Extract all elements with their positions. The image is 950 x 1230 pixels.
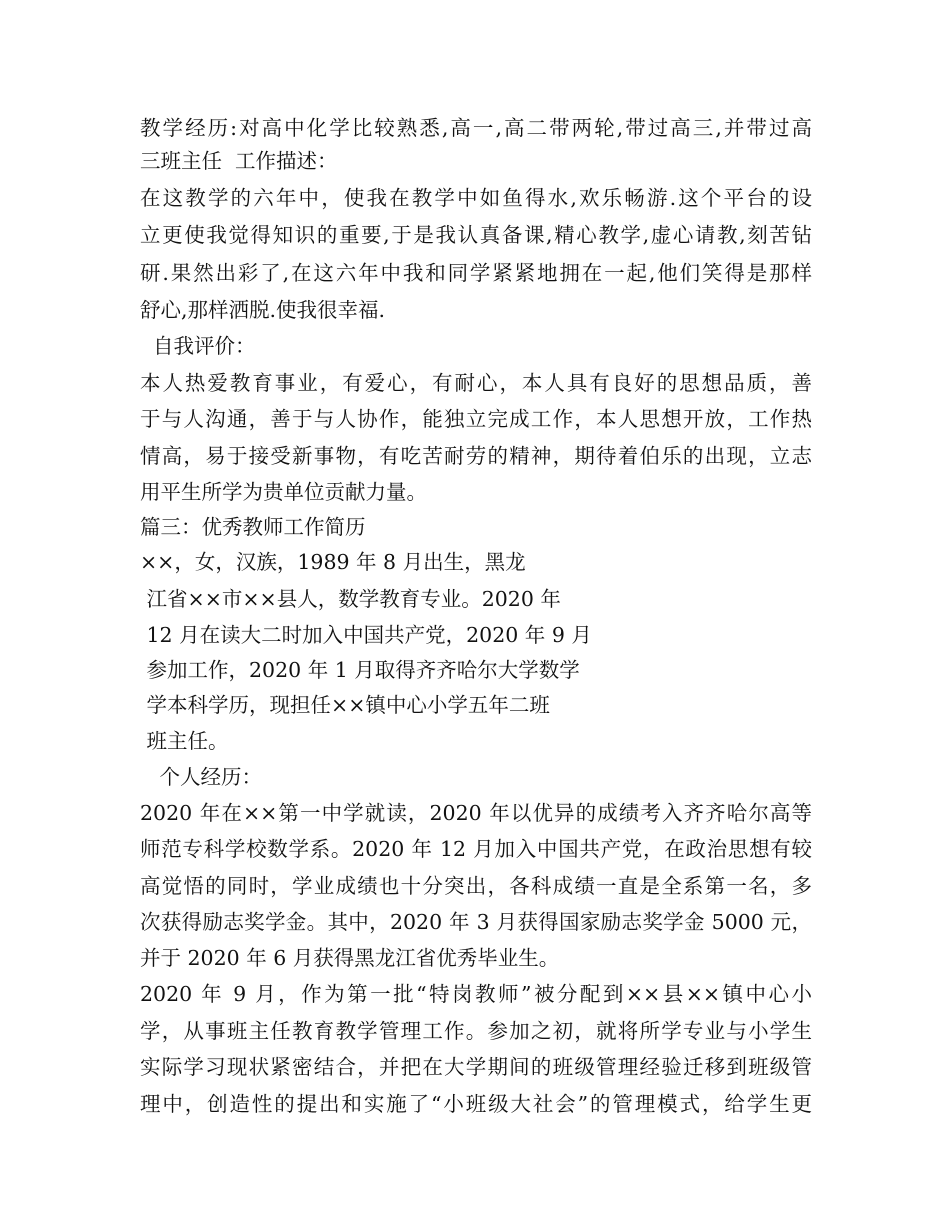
- text-line: 高觉悟的同时，学业成绩也十分突出，各科成绩一直是全系第一名，多: [140, 874, 812, 898]
- text-line: 并于 2020 年 6 月获得黑龙江省优秀毕业生。: [140, 946, 560, 970]
- text-line: 在这教学的六年中，使我在教学中如鱼得水,欢乐畅游.这个平台的设: [140, 186, 812, 210]
- text-line: 舒心,那样洒脱.使我很幸福.: [140, 298, 386, 322]
- section-heading: 篇三：优秀教师工作简历: [140, 515, 366, 539]
- text-line: 学，从事班主任教育教学管理工作。参加之初，就将所学专业与小学生: [140, 1019, 812, 1043]
- section-heading: 个人经历：: [140, 765, 263, 789]
- section-heading: 自我评价：: [140, 334, 256, 358]
- text-line: 研.果然出彩了,在这六年中我和同学紧紧地拥在一起,他们笑得是那样: [140, 261, 812, 285]
- text-line: 2020 年在××第一中学就读，2020 年以优异的成绩考入齐齐哈尔高等: [140, 801, 812, 825]
- text-line: 师范专科学校数学系。2020 年 12 月加入中国共产党，在政治思想有较: [140, 837, 812, 861]
- text-line: 班主任。: [140, 729, 229, 753]
- text-line: 情高，易于接受新事物，有吃苦耐劳的精神，期待着伯乐的出现，立志: [140, 444, 812, 468]
- text-line: 12 月在读大二时加入中国共产党，2020 年 9 月: [140, 623, 592, 647]
- text-line: 参加工作，2020 年 1 月取得齐齐哈尔大学数学: [140, 658, 580, 682]
- text-line: 2020 年 9 月，作为第一批“特岗教师”被分配到××县××镇中心小: [140, 982, 812, 1006]
- text-line: 立更使我觉得知识的重要,于是我认真备课,精心教学,虚心请教,刻苦钻: [140, 223, 812, 247]
- text-line: 次获得励志奖学金。其中，2020 年 3 月获得国家励志奖学金 5000 元，: [140, 910, 812, 934]
- text-line: 教学经历:对高中化学比较熟悉,高一,高二带两轮,带过高三,并带过高: [140, 116, 812, 140]
- text-line: 江省××市××县人，数学教育专业。2020 年: [140, 587, 561, 611]
- text-line: ××，女，汉族，1989 年 8 月出生，黑龙: [140, 550, 526, 574]
- text-line: 实际学习现状紧密结合，并把在大学期间的班级管理经验迁移到班级管: [140, 1055, 812, 1079]
- text-line: 三班主任 工作描述：: [140, 149, 338, 173]
- text-line: 本人热爱教育事业，有爱心，有耐心，本人具有良好的思想品质，善: [140, 371, 812, 395]
- text-line: 用平生所学为贵单位贡献力量。: [140, 480, 427, 504]
- text-line: 于与人沟通，善于与人协作，能独立完成工作，本人思想开放，工作热: [140, 407, 812, 431]
- text-line: 理中，创造性的提出和实施了“小班级大社会”的管理模式，给学生更: [140, 1092, 812, 1116]
- text-line: 学本科学历，现担任××镇中心小学五年二班: [140, 693, 550, 717]
